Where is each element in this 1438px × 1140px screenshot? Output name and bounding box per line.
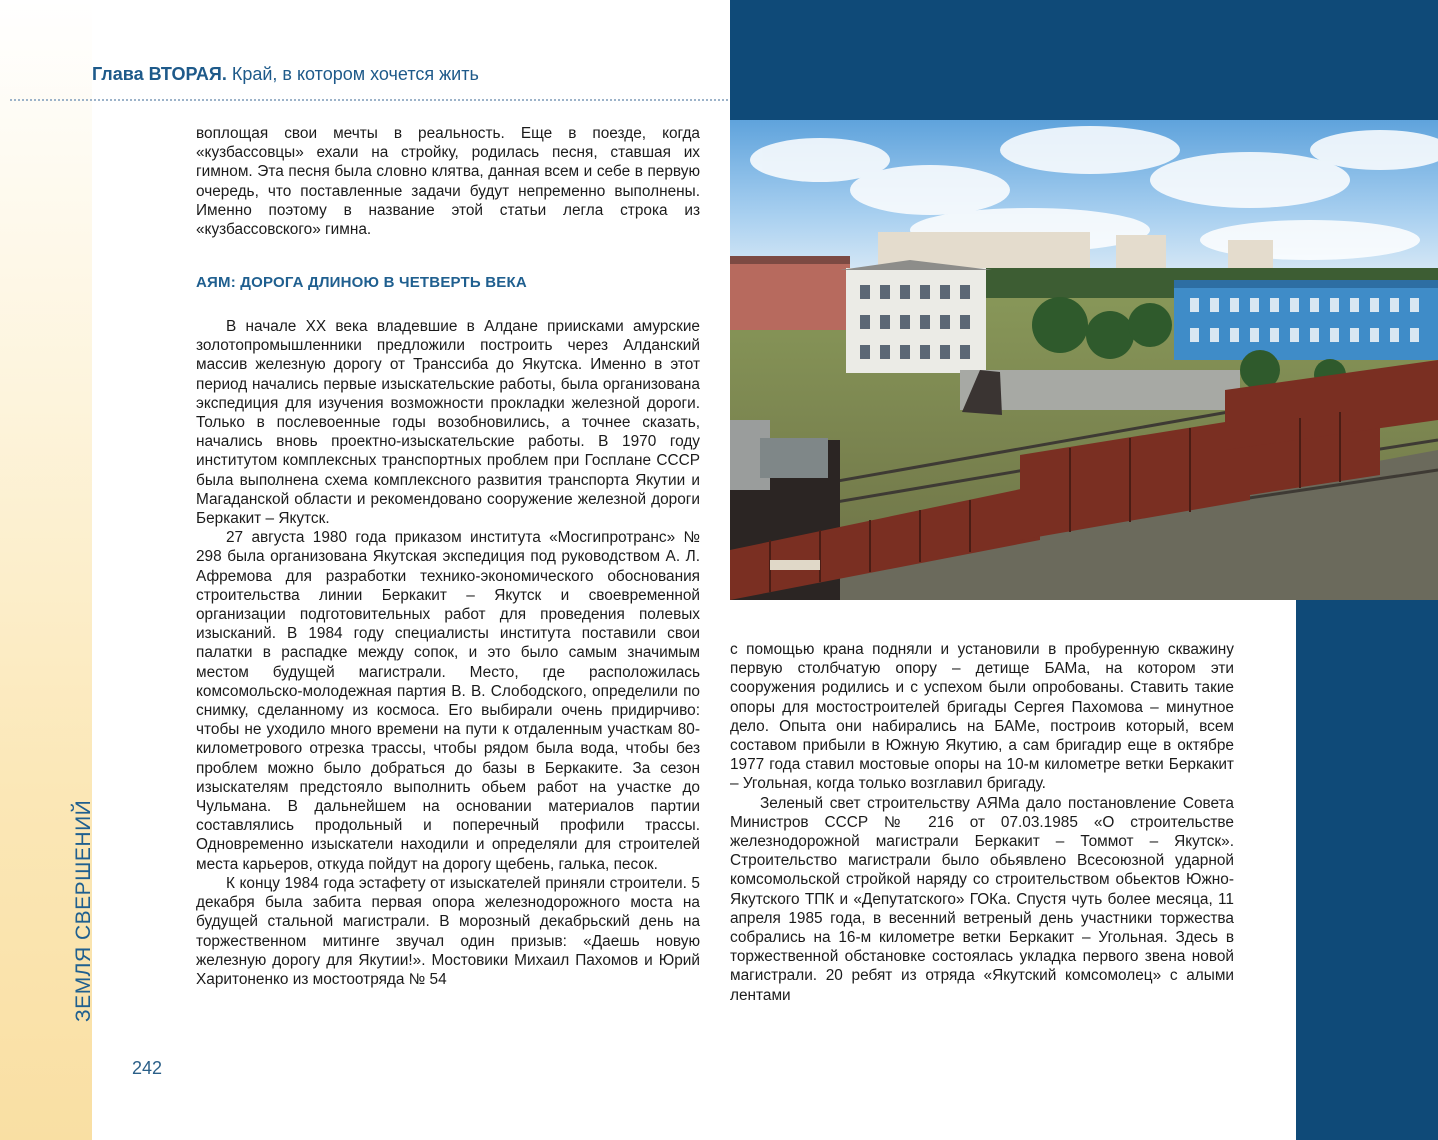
paragraph: Зеленый свет строительству АЯМа дало постановление Совета Министров СССР № 216 от 07.03.1985 «О строительстве железнодорожной магистрали Беркакит – Томмот – Якутск». Строительство магистрали было обьявлено Всесоюзной ударной комсомольской стройкой наряду со строительством обьектов Южно-Якутского ТПК и «Депутатского» ГОКа. Спустя чуть более месяца, 11 апреля 1985 года, в весенний ветреный день участники торжества собрались на 16-м километре ветки Беркакит – Угольная. Здесь в торжественной обстановке состоялась укладка первого звена новой магистрали. 20 ребят из отряда «Якутский комсомолец» с алыми лентами [730, 794, 1234, 1004]
book-side-title: ЗЕМЛЯ СВЕРШЕНИЙ [72, 799, 95, 1022]
paragraph: 27 августа 1980 года приказом института «Мосгипротранс» № 298 была организована Якутская экспедиция под руководством А. Л. Афремова для разработки технико-экономического обоснования строительства линии Беркакит – Якутск и своевременной организации подготовительных работ для проведения полевых изысканий. В 1984 году специалисты института поставили свои палатки в распадке между сопок, и это было самым значимым местом будущей магистрали. Место, где расположилась комсомольско-молодежная партия В. В. Слободского, определили по снимку, сделанному из космоса. Его выбирали очень придирчиво: чтобы не уходило много времени на пути к отдаленным участкам 80-километрового отрезка трассы, чтобы рядом была вода, чтобы без проблем можно было добраться до базы в Беркаките. За сезон изыскателям предстояло выполнить обьем работ на участке до Чульмана. В дальнейшем на основании материалов партии составлялись продольный и поперечный профили трассы. Одновременно изыскатели находили и определяли для строителей места карьеров, откуда пойдут на дорогу щебень, галька, песок. [196, 529, 700, 873]
page-number: 242 [132, 1058, 163, 1078]
right-blue-block [1296, 600, 1438, 1140]
chapter-label: Глава ВТОРАЯ. [92, 64, 227, 84]
paragraph: В начале XX века владевшие в Алдане приисками амурские золотопромышленники предложили построить через Алданский массив железную дорогу от Транссиба до Якутска. Именно в этот период начались первые изыскательские работы, была организована экспедиция для изучения возможности прокладки железной дороги. Только в послевоенные годы возобновились, а точнее сказать, начались вновь проектно-изыскательские работы. В 1970 году институтом комплексных транспортных проблем при Госплане СССР была выполнена схема комплексного развития транспорта Якутии и Магаданской области и рекомендовано сооружение железной дороги Беркакит – Якутск. [196, 318, 700, 528]
paragraph: с помощью крана подняли и установили в пробуренную скважину первую столбчатую опору – детище БАМа, на котором эти сооружения родились и с успехом были опробованы. Ставить такие опоры для мостостроителей бригады Сергея Пахомова – минутное дело. Опыта они набирались на БАМе, построив который, всем составом прибыли в Южную Якутию, а сам бригадир еще в октябре 1977 года ставил мостовые опоры на 10-м километре ветки Беркакит – Угольная, когда только возглавил бригаду. [730, 641, 1234, 793]
right-text-column [730, 640, 1234, 1005]
top-blue-block [730, 0, 1438, 120]
left-text-column [196, 317, 700, 989]
header-dotted-divider [10, 99, 732, 101]
section-heading: АЯМ: ДОРОГА ДЛИНОЮ В ЧЕТВЕРТЬ ВЕКА [196, 274, 527, 291]
chapter-header [92, 64, 479, 85]
intro-text-column [196, 124, 700, 239]
intro-paragraph: воплощая свои мечты в реальность. Еще в поезде, когда «кузбассовцы» ехали на стройку, родилась песня, ставшая их гимном. Эта песня была словно клятва, данная всем и себе в первую очередь, что поставленные задачи будут непременно выполнены. Именно поэтому в название этой статьи легла строка из «кузбассовского» гимна. [196, 125, 700, 239]
paragraph: К концу 1984 года эстафету от изыскателей приняли строители. 5 декабря была забита первая опора железнодорожного моста на будущей стальной магистрали. В морозный декабрьский день на торжественном митинге звучал один призыв: «Даешь новую железную дорогу для Якутии!». Мостовики Михаил Пахомов и Юрий Харитоненко из мостоотряда № 54 [196, 874, 700, 988]
chapter-title: Край, в котором хочется жить [231, 64, 479, 84]
railway-station-photo [730, 120, 1438, 600]
